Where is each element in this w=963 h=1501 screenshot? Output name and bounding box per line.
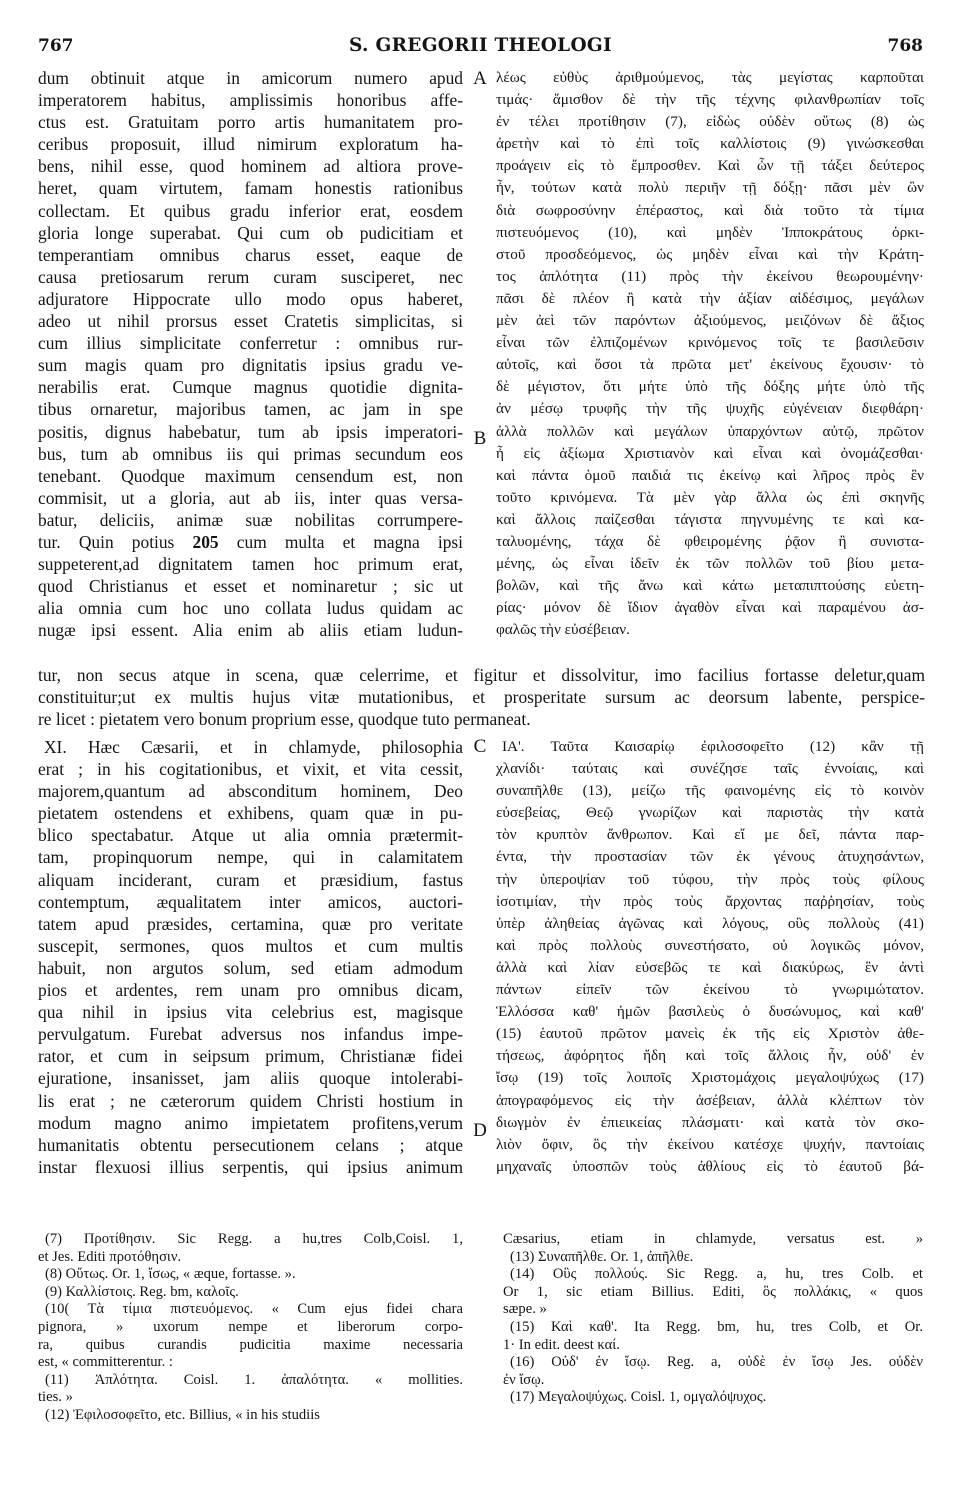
text-line: pervulgatum. Furebat adversus nos infandus impe- <box>38 1024 463 1045</box>
text-fragment: tur. Quin potius <box>38 531 175 552</box>
text-line: adeo ut nihil prorsus esset Cratetis simplicitas, si <box>38 311 463 332</box>
text-line: lis erat ; ne cæterorum quidem Christi hostium in <box>38 1090 463 1111</box>
text-line: tatem apud præsides, certamina, quæ pro veritate <box>38 913 463 934</box>
text-line: nugæ ipsi essent. Alia enim ab aliis etiam ludun- <box>38 620 463 641</box>
text-line: tur, non secus atque in scena, quæ celerrime, et figitur et dissolvitur, imo facilius fortasse deletur,quam <box>38 665 925 685</box>
text-line: προάγειν εἰς τὸ ἔμπροσθεν. Καὶ ὧν τῇ τάξει δεύτερος <box>496 157 924 175</box>
footnote-line: (10( Τὰ τίμια πιστευόμενος. « Cum ejus fidei chara <box>45 1301 463 1318</box>
text-line: ἀρετὴν καὶ τὸ ἐπὶ τοῖς καλλίστοις (9) γινώσκεσθαι <box>496 135 924 153</box>
text-line: (15) ἑαυτοῦ πρῶτον μανεὶς ἐκ τῆς εἰς Χριστὸν ἀθε- <box>496 1025 924 1043</box>
text-line: τος ἁπλότητα (11) πρὸς τὴν ἐκείνου θεωρουμένην· <box>496 267 924 285</box>
page-number-right: 768 <box>887 36 923 56</box>
footnote-line: (14) Οὓς πολλούς. Sic Regg. a, hu, tres Colb. et <box>510 1266 923 1283</box>
footnotes-right <box>503 1231 923 1407</box>
text-line: διωγμὸν ἐν ἐπιεικείας πλάσματι· καὶ κατὰ τὸν σκο- <box>496 1113 924 1131</box>
text-line: tibus ornaretur, majoribus tamen, ac jam in spe <box>38 399 463 420</box>
text-line: majorem,quantum ad absconditum hominem, Deo <box>38 781 463 802</box>
text-line: suppeterent,ad dignitatem tamen hoc primum erat, <box>38 554 463 575</box>
text-line: βολῶν, καὶ τῆς ἄνω καὶ κάτω μεταπιπτούσης εὐετη- <box>496 577 924 595</box>
footnote-line: est, « committerentur. : <box>38 1354 173 1371</box>
footnote-line: (15) Καὶ καθ'. Ita Regg. bm, hu, tres Colb, et Or. <box>510 1318 923 1335</box>
text-line: temperantiam omnibus charus esset, eaque de <box>38 244 463 265</box>
text-line: ἦν, τούτων κατὰ πολὺ περιῆν τῇ δόξῃ· πᾶσι μὲν ὢν <box>496 179 924 197</box>
text-line: batur, deliciis, animæ suæ nobilitas corrumpere- <box>38 509 463 530</box>
running-header <box>38 34 923 64</box>
text-line: εἶναι τῶν ἐλπιζομένων κρινόμενος τοῖς τε βασιλεῦσιν <box>496 334 924 352</box>
text-line: λιὸν ὄφιν, ὃς τὴν ἐκείνου κατέσχε ψυχήν, παντοίαις <box>496 1135 924 1153</box>
text-fragment: cum multa et magna ipsi <box>236 531 463 552</box>
text-line: λέως εὐθὺς ἀριθμούμενος, τὰς μεγίστας καρποῦται <box>496 69 924 86</box>
text-line: τοῦτο κρινόμενα. Τὰ μὲν γὰρ ἄλλα ὡς ἐπὶ σκηνῆς <box>496 488 924 506</box>
page-number-left: 767 <box>38 36 74 56</box>
footnote-line: ra, quibus curandis pudicitia maxime necessaria <box>38 1336 463 1353</box>
text-line: humanitatis obtentu persecutionem celans ; atque <box>38 1134 463 1155</box>
text-line: causa pretiosarum rerum curam susciperet, nec <box>38 266 463 287</box>
text-line: adjuratore Hippocrate ullo modo opus haberet, <box>38 288 463 309</box>
text-line: ἀπογραφόμενος εἰς τὴν ἀσέβειαν, ἀλλὰ κλέπτων τὸν <box>496 1091 924 1109</box>
text-line: πιστευόμενος (10), καὶ μηδὲν Ἱπποκράτους ὁρκι- <box>496 223 924 241</box>
text-line: ἰσοτιμίαν, τὴν πρὸς τοὺς ἄρχοντας παῤῥησίαν, τοὺς <box>496 892 924 910</box>
text-line: ἀλλὰ πολλῶν καὶ μεγάλων ὑπαρχόντων αὐτῷ, πρῶτον <box>496 422 924 440</box>
text-line: ὑπὲρ ἀληθείας ἀγῶνας καὶ λόγους, οὓς πολλοὺς (41) <box>496 914 924 932</box>
text-line: positis, dignus habebatur, tum ab ipsis imperatori- <box>38 421 463 442</box>
text-line: πᾶσι δὲ πλέον ἢ κατὰ τὴν ἀξίαν αἰδέσιμος, μεγάλων <box>496 289 924 307</box>
latin-column-bottom <box>38 736 463 1178</box>
text-line: dum obtinuit atque in amicorum numero apud <box>38 68 463 88</box>
text-line: heret, quam virtutem, famam honestis rationibus <box>38 178 463 199</box>
footnote-line: pignora, » uxorum nempe et liberorum corpo- <box>38 1318 463 1335</box>
running-title: S. GREGORII THEOLOGI <box>349 35 612 56</box>
text-line: pietatem ostendens et exhibens, quam quæ in pu- <box>38 803 463 824</box>
text-line: contemptum, æqualitatem inter amicos, auctori- <box>38 891 463 912</box>
text-line: collectam. Et quibus gradu inferior erat, eosdem <box>38 200 463 221</box>
text-line: qua nihil in ipsius vita celebrius est, magisque <box>38 1002 463 1023</box>
section-marker-d: D <box>473 1120 487 1141</box>
text-line: XI. Hæc Cæsarii, et in chlamyde, philosophia <box>44 737 463 757</box>
text-line: ejuratione, insanisset, jam aliis quoque intolerabi- <box>38 1068 463 1089</box>
text-line: τιμάς· ἄμισθον δὲ τὴν τῆς τέχνης φιλανθρωπίαν τοῖς <box>496 91 924 109</box>
text-line: τήσεως, ἀφόρητος ἤδη καὶ τοῖς ἄλλοις ἦν, οὐδ' ἐν <box>496 1047 924 1065</box>
footnote-line: (11) Ἁπλότητα. Coisl. 1. ἁπαλότητα. « mollities. <box>45 1371 463 1388</box>
text-line: imperatorem habitus, amplissimis honoribus affe- <box>38 90 463 111</box>
text-line: ἀν μέσῳ τρυφῆς τὴν τῆς ψυχῆς εὐγένειαν διεφθάρη· <box>496 400 924 418</box>
text-line: καὶ πάντα ὁμοῦ παιδιά τις ἐκείνῳ καὶ λῆρος πρὸς ἓν <box>496 466 924 484</box>
section-marker-b: B <box>473 428 487 449</box>
text-line: quod Christianus et esset et nominaretur ; sic ut <box>38 576 463 597</box>
latin-full-width-paragraph <box>38 664 925 730</box>
text-line: δὲ μέγιστον, ὅτι μήτε ὑπὸ τῆς δόξης μήτε ὑπὸ τῆς <box>496 378 924 396</box>
text-line: bus, tum ab omnibus iis qui primas secundum eos <box>38 443 463 464</box>
text-line: sum magis quam pro dignitatis ipsius gradu ve- <box>38 355 463 376</box>
text-line: μένης, ὡς εἶναι ἰδεῖν ἐκ τῶν πολλῶν τοῦ βίου μετα- <box>496 555 924 573</box>
text-line: ἴσῳ (19) τοῖς λοιποῖς Χριστομάχοις μεγαλοψύχως (17) <box>496 1069 924 1087</box>
text-line: ἀλλὰ καὶ λίαν εὐσεβῶς τε καὶ διακύρως, ἓν ἀντὶ <box>496 958 924 976</box>
text-line: ΙΑ'. Ταῦτα Καισαρίῳ ἐφιλοσοφεῖτο (12) κἂν τῇ <box>502 738 924 755</box>
footnote-line: (12) Ἐφιλοσοφεῖτο, etc. Billius, « in his studiis <box>45 1406 320 1423</box>
text-line: Ἑλλόσσα καθ' ἡμῶν βασιλεὺς ὁ δυσώνυμος, καὶ καθ' <box>496 1003 924 1021</box>
text-line: blico spectabatur. Atque ut alia omnia prætermit- <box>38 825 463 846</box>
footnote-line: Cæsarius, etiam in chlamyde, versatus est. » <box>503 1231 923 1247</box>
text-line: commisit, ut a gloria, aut ab iis, inter quas versa- <box>38 487 463 508</box>
text-line: διὰ σωφροσύνην ἐπέραστος, καὶ διὰ τοῦτο τὰ τίμια <box>496 201 924 219</box>
greek-column-top <box>496 67 924 641</box>
text-line: bens, nihil esse, quod hominem ad altiora prove- <box>38 156 463 177</box>
footnote-line: ἐν ἴσῳ. <box>503 1371 545 1388</box>
text-line: πάντων εἰπεῖν τῶν ἐκείνου τὸ γνωριμώτατον. <box>496 981 924 999</box>
text-line: συναπῆλθε (13), μείζω τῆς φαινομένης εἰς τὸ κοινὸν <box>496 782 924 800</box>
text-line: φαλῶς τὴν εὐσέβειαν. <box>496 621 630 639</box>
footnote-line: (9) Καλλίστοις. Reg. bm, καλοῖς. <box>45 1283 239 1300</box>
latin-column-top <box>38 67 463 641</box>
text-line: εὐσεβείας, Θεῷ γνωρίζων καὶ παριστὰς τὴν κατὰ <box>496 804 924 822</box>
text-line: τὴν ὑπεροψίαν τοῦ τύφου, τὴν πρὸς τοὺς φίλους <box>496 870 924 888</box>
text-line: erat ; in his cogitationibus, et vixit, et vita cessit, <box>38 759 463 780</box>
footnote-line: (7) Προτίθησιν. Sic Regg. a hu,tres Colb,Coisl. 1, <box>45 1231 463 1247</box>
text-line: alia omnia cum hoc uno collata ludus quidam ac <box>38 598 463 619</box>
text-line: gloria longe superabat. Qui cum ob pudicitiam et <box>38 222 463 243</box>
footnote-line: sæpe. » <box>503 1301 547 1318</box>
text-line: μὲν ἀεὶ τῶν παρόντων ἀξιούμενος, μειζόνων δὲ ἄξιος <box>496 312 924 330</box>
text-line: ἐν τέλει προτίθησιν (7), εἰδὼς οὐδὲν οὕτως (8) ὡς <box>496 113 924 131</box>
text-line: καὶ πρὸς πολλοὺς συνεστήσατο, οὐ λογικῶς μόνον, <box>496 936 924 954</box>
text-line: μηχαναῖς ὑποσπῶν τοὺς ἀθλίους εἰς τὸ ἑαυτοῦ βά- <box>496 1157 924 1175</box>
footnotes-left <box>38 1231 463 1425</box>
footnote-line: et Jes. Editi προτόθησιν. <box>38 1248 182 1265</box>
text-line: έντα, τὴν προστασίαν τῶν ἐκ γένους ἀτυχησάντων, <box>496 848 924 866</box>
text-line: modum magno animo impietatem profitens,verum <box>38 1112 463 1133</box>
text-line: ταλυομένης, τάχα δὲ φθειρομένης ῥᾷον ἢ συνιστα- <box>496 532 924 550</box>
footnote-line: (13) Συναπῆλθε. Or. 1, ἀπῆλθε. <box>510 1248 694 1265</box>
footnote-line: ties. » <box>38 1389 73 1406</box>
text-line: tam, propinquorum nempe, qui in calamitatem <box>38 847 463 868</box>
footnote-line: (16) Οὐδ' ἐν ἴσῳ. Reg. a, οὐδὲ ἐν ἴσῳ Jes. οὐδὲν <box>510 1354 923 1371</box>
text-line: re licet : pietatem vero bonum proprium esse, quodque tuto permaneat. <box>38 709 531 730</box>
text-line: cum illius simplicitate conferretur : omnibus rur- <box>38 333 463 354</box>
text-line: καὶ ἄλλοις παίζεσθαι τάγιστα πηγνυμένης τε καὶ κα- <box>496 510 924 528</box>
footnote-line: 1· In edit. deest καί. <box>503 1336 620 1353</box>
text-line <box>38 531 463 553</box>
text-line: αὐτοῖς, καὶ ὅσοι τὰ πρῶτα μετ' ἐκείνους ἔχουσιν· τὸ <box>496 356 924 374</box>
text-line: τὸν κρυπτὸν ἄνθρωπον. Καὶ εἴ με δεῖ, πάντα παρ- <box>496 826 924 844</box>
text-line: ρίας· μόνον δὲ ἴδιον ἀγαθὸν εἶναι καὶ παραμένου ἀσ- <box>496 599 924 617</box>
text-line: aliquam inciderant, curam et præsidium, fastus <box>38 869 463 890</box>
text-line: ceribus proposuit, illud nimirum exploratum ha- <box>38 134 463 155</box>
text-line: suscepit, sermones, quos multos et cum multis <box>38 935 463 956</box>
column-number: 205 <box>192 531 219 552</box>
section-marker-a: A <box>473 68 487 89</box>
greek-column-bottom <box>496 736 924 1178</box>
text-line: pios et ardentes, rem unam pro omnibus dicam, <box>38 980 463 1001</box>
text-line: στοῦ προσδεόμενος, ὡς μηδὲν εἶναι καὶ τὴν Κράτη- <box>496 245 924 263</box>
text-line: ἦ εἰς ἀξίωμα Χριστιανὸν καὶ εἶναι καὶ ὀνομάζεσθαι· <box>496 444 924 462</box>
text-line: tenebant. Quodque maximum censendum est, non <box>38 465 463 486</box>
text-line: nerabilis erat. Cumque magnus quotidie dignita- <box>38 377 463 398</box>
text-line: ctus est. Gratuitam porro artis humanitatem pro- <box>38 112 463 133</box>
footnote-line: (17) Μεγαλοψύχως. Coisl. 1, ομγαλόψυχος. <box>510 1389 767 1406</box>
text-line: constituitur;ut ex multis hujus vitæ mutationibus, et prosperitate sursum ac deorsum labente, perspice- <box>38 687 925 708</box>
footnote-line: (8) Οὕτως. Or. 1, ἴσως, « æque, fortasse. ». <box>45 1266 296 1283</box>
text-line: instar flexuosi illius serpentis, qui ipsius animum <box>38 1156 463 1177</box>
text-line: rator, et cum in seipsum primum, Christianæ fidei <box>38 1046 463 1067</box>
footnote-line: Or 1, sic etiam Billius. Editi, ὃς πολλάκις, « quos <box>503 1283 923 1300</box>
text-line: χλανίδι· ταύταις καὶ συνέζησε ταῖς ἐννοίαις, καὶ <box>496 760 924 778</box>
text-line: habuit, non argutos solum, sed etiam admodum <box>38 957 463 978</box>
section-marker-c: C <box>473 736 487 757</box>
